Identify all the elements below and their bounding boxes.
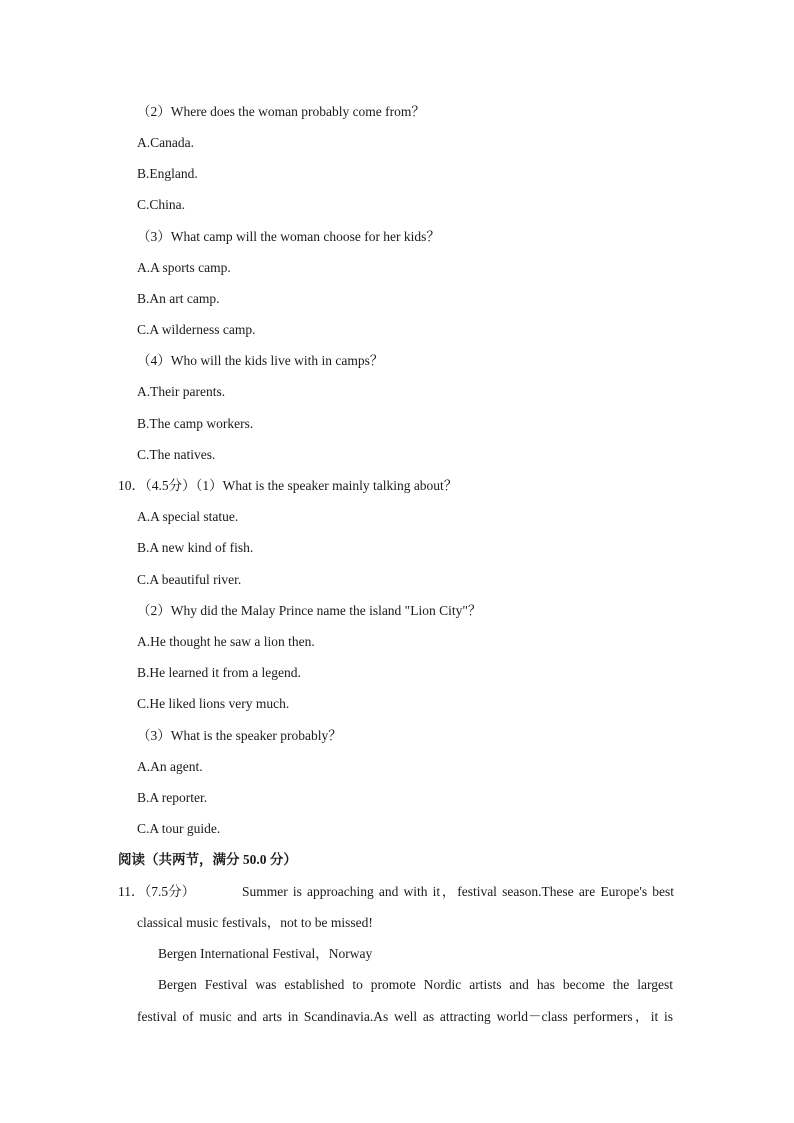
q9-sub3-option-a: A.A sports camp. bbox=[137, 260, 231, 275]
question-9-sub-2: （2）Where does the woman probably come from？ bbox=[137, 104, 425, 119]
festival-paragraph-line-2: festival of music and arts in Scandinavia.As well as attracting world－class performers，it is bbox=[137, 1009, 673, 1024]
q10-sub3-option-b: B.A reporter. bbox=[137, 790, 208, 805]
question-11-number: 11．（7.5分） bbox=[118, 884, 196, 899]
q9-sub4-option-c: C.The natives. bbox=[137, 447, 216, 462]
reading-section-heading: 阅读（共两节，满分 50.0 分） bbox=[118, 852, 297, 867]
q10-sub2-option-c: C.He liked lions very much. bbox=[137, 696, 290, 711]
question-11-intro-line-1: Summer is approaching and with it，festival season.These are Europe's best bbox=[242, 884, 674, 899]
question-9-sub-3: （3）What camp will the woman choose for her kids？ bbox=[137, 229, 440, 244]
festival-title: Bergen International Festival，Norway bbox=[158, 946, 373, 961]
q9-sub2-option-b: B.England. bbox=[137, 166, 198, 181]
q10-sub3-option-c: C.A tour guide. bbox=[137, 821, 221, 836]
q9-sub3-option-b: B.An art camp. bbox=[137, 291, 220, 306]
question-11-intro-line-2: classical music festivals，not to be missed! bbox=[137, 915, 373, 930]
q9-sub2-option-c: C.China. bbox=[137, 197, 186, 212]
q10-sub3-option-a: A.An agent. bbox=[137, 759, 203, 774]
q10-sub2-option-b: B.He learned it from a legend. bbox=[137, 665, 301, 680]
q9-sub4-option-a: A.Their parents. bbox=[137, 384, 226, 399]
question-10-header: 10．（4.5分）（1）What is the speaker mainly talking about？ bbox=[118, 478, 458, 493]
q10-sub1-option-c: C.A beautiful river. bbox=[137, 572, 242, 587]
q9-sub2-option-a: A.Canada. bbox=[137, 135, 194, 150]
festival-paragraph-line-1: Bergen Festival was established to promote Nordic artists and has become the largest bbox=[158, 977, 673, 992]
question-10-sub-3: （3）What is the speaker probably？ bbox=[137, 728, 342, 743]
q9-sub4-option-b: B.The camp workers. bbox=[137, 416, 254, 431]
question-9-sub-4: （4）Who will the kids live with in camps？ bbox=[137, 353, 384, 368]
q10-sub2-option-a: A.He thought he saw a lion then. bbox=[137, 634, 315, 649]
q10-sub1-option-a: A.A special statue. bbox=[137, 509, 239, 524]
question-10-sub-2: （2）Why did the Malay Prince name the island "Lion City"？ bbox=[137, 603, 482, 618]
q9-sub3-option-c: C.A wilderness camp. bbox=[137, 322, 256, 337]
q10-sub1-option-b: B.A new kind of fish. bbox=[137, 540, 254, 555]
